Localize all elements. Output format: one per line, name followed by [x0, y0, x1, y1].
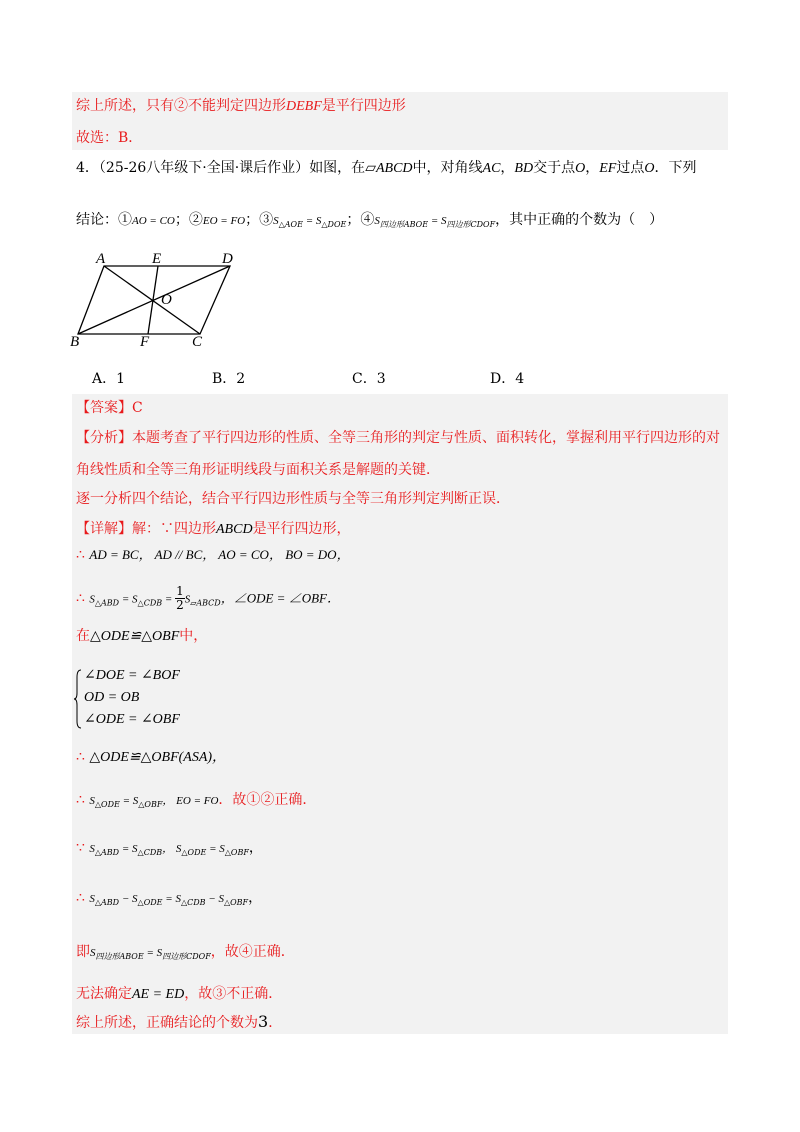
detail-line-8: ∴ $S_{\triangle ABD} - S_{\triangle ODE} = S_{\triangle CDB} - S_{\triangle OBF}$，	[76, 890, 263, 907]
system-line-3: ∠ODE = ∠OBF	[84, 712, 180, 727]
prev-conclusion: 综上所述，只有②不能判定四边形DEBF是平行四边形	[76, 98, 406, 114]
label-e: E	[152, 251, 162, 267]
label-a: A	[96, 251, 106, 267]
system-brace	[74, 669, 82, 729]
question-line-1: 4．（25-26八年级下·全国·课后作业）如图，在▱ABCD中，对角线AC，BD交于点O，EF过点O．下列	[76, 160, 697, 176]
prev-choice: 故选：B．	[76, 130, 143, 146]
detail-line-7: ∵ $S_{\triangle ABD} = S_{\triangle CDB}$， $S_{\triangle ODE} = S_{\triangle OBF}$，	[76, 840, 263, 857]
choice-c[interactable]: C．3	[352, 371, 386, 387]
diagonal-ac	[104, 266, 200, 334]
label-d: D	[222, 251, 233, 267]
label-o: O	[161, 292, 172, 308]
parallelogram-figure	[66, 246, 246, 350]
system-line-2: OD = OB	[84, 690, 140, 705]
detail-line-2: ∴ AD = BC， AD // BC， AO = CO， BO = DO，	[76, 547, 350, 563]
choice-b[interactable]: B．2	[212, 371, 246, 387]
analysis-line-1: 【分析】本题考查了平行四边形的性质、全等三角形的判定与性质、面积转化，掌握利用平行四边形的对	[76, 430, 720, 446]
question-line-2: 结论：①AO = CO；②EO = FO；$③S_{\triangle AOE} = S_{\triangle DOE}$；$④S_{四边形ABOE} = S_{四边形CDOF}$，其中正确的个数为（ ）	[76, 212, 664, 229]
detail-line-9: 即$S_{四边形ABOE} = S_{四边形CDOF}$，故④正确．	[76, 944, 295, 961]
choice-a[interactable]: A．1	[92, 371, 126, 387]
answer-line: 【答案】C	[76, 400, 143, 416]
detail-line-1: 【详解】解：∵四边形ABCD是平行四边形，	[76, 521, 351, 537]
label-c: C	[192, 334, 203, 350]
diagonal-bd	[78, 266, 230, 334]
detail-line-4: 在△ODE≌△OBF中，	[76, 628, 208, 644]
detail-line-10: 无法确定AE = ED，故③不正确．	[76, 986, 283, 1002]
detail-line-11: 综上所述，正确结论的个数为3．	[76, 1012, 283, 1031]
label-f: F	[140, 334, 150, 350]
analysis-line-2: 角线性质和全等三角形证明线段与面积关系是解题的关键．	[76, 462, 440, 478]
segment-ef	[148, 266, 158, 334]
fraction-half: $\frac{1}{2}$	[176, 584, 184, 612]
detail-line-3: ∴ $S_{\triangle ABD} = S_{\triangle CDB}$ = $\frac{1}{2}$ $S_{▱ABCD}$，∠ODE = ∠OBF．	[76, 584, 340, 612]
detail-line-5: ∴ △ODE≌△OBF(ASA)，	[76, 749, 227, 765]
analysis-line-3: 逐一分析四个结论，结合平行四边形性质与全等三角形判定判断正误．	[76, 491, 510, 507]
label-b: B	[70, 334, 80, 350]
system-line-1: ∠DOE = ∠BOF	[84, 668, 180, 683]
detail-line-6: ∴ $S_{\triangle ODE} = S_{\triangle OBF}$， EO = FO．故①②正确．	[76, 792, 317, 809]
choice-d[interactable]: D．4	[490, 371, 525, 387]
